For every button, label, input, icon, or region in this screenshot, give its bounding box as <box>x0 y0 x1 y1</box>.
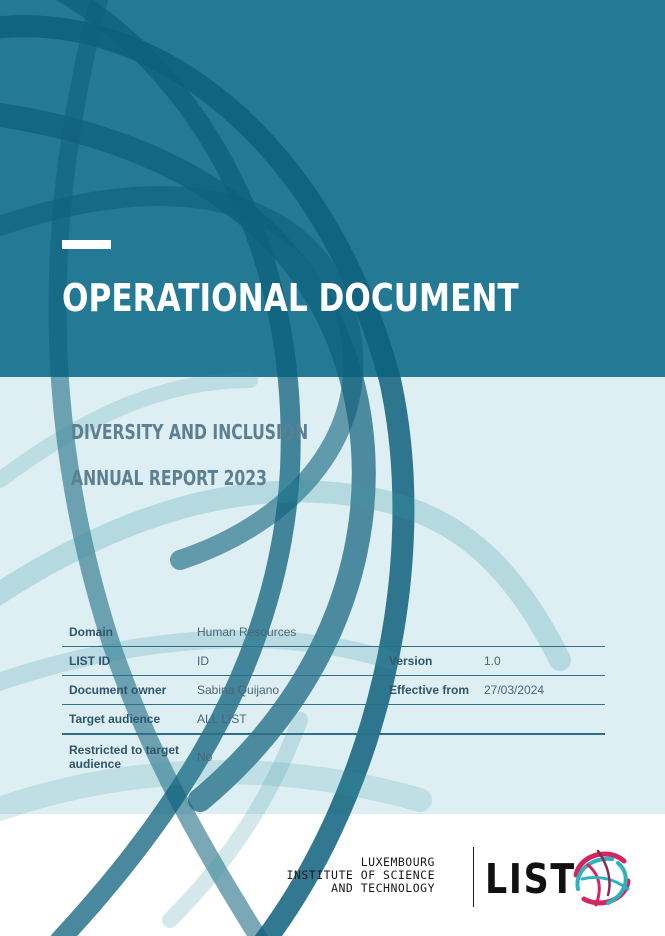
globe-logo-icon <box>568 845 634 911</box>
report-title-line-1: DIVERSITY AND INCLUSION <box>71 420 309 444</box>
list-id-label: LIST ID <box>62 647 190 676</box>
domain-label: Domain <box>62 618 190 647</box>
metadata-row-audience <box>62 705 605 735</box>
document-owner-label: Document owner <box>62 676 190 705</box>
metadata-row-restricted <box>62 734 605 779</box>
effective-from-label: Effective from <box>382 676 477 705</box>
metadata-row-owner <box>62 676 605 705</box>
domain-value: Human Resources <box>190 618 605 647</box>
document-owner-value: Sabina Quijano <box>190 676 382 705</box>
document-metadata-table <box>62 618 605 779</box>
institute-name-line-1: LUXEMBOURG <box>360 855 435 869</box>
institute-name-line-3: AND TECHNOLOGY <box>331 881 435 895</box>
logo-wordmark: LIST <box>485 855 576 903</box>
restricted-audience-value: No <box>197 750 213 764</box>
document-type-heading: OPERATIONAL DOCUMENT <box>62 276 519 320</box>
metadata-row-domain <box>62 618 605 647</box>
institute-name <box>287 856 435 895</box>
effective-from-value: 27/03/2024 <box>477 676 605 705</box>
accent-bar <box>62 240 111 249</box>
version-value: 1.0 <box>477 647 605 676</box>
list-logo <box>286 845 635 915</box>
metadata-row-list-id <box>62 647 605 676</box>
target-audience-label: Target audience <box>62 705 190 735</box>
logo-divider <box>473 847 474 907</box>
version-label: Version <box>382 647 477 676</box>
report-title-line-2: ANNUAL REPORT 2023 <box>71 466 267 490</box>
restricted-audience-label: Restricted to target audience <box>69 743 180 771</box>
list-id-value: ID <box>190 647 382 676</box>
institute-name-line-2: INSTITUTE OF SCIENCE <box>286 868 435 882</box>
target-audience-value: ALL LIST <box>190 705 605 735</box>
